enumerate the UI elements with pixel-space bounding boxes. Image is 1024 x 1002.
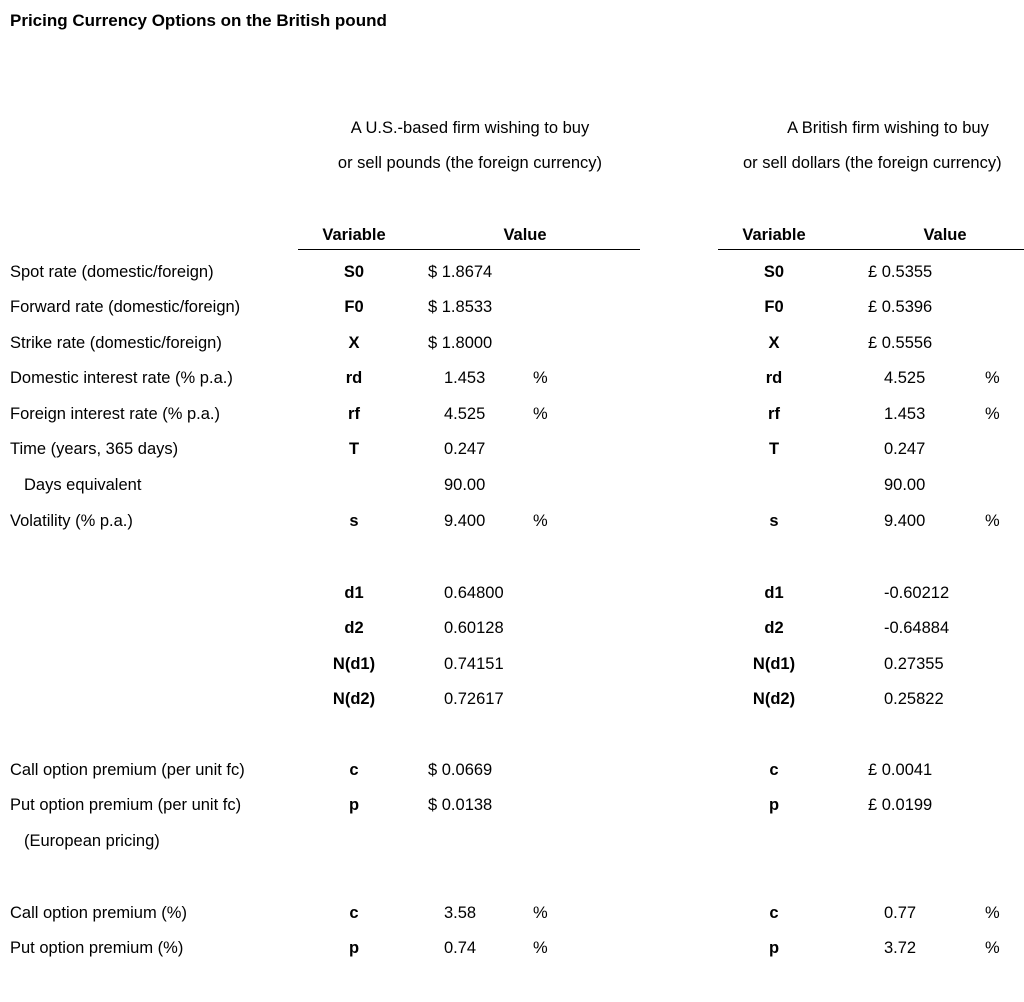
- uk-pct-call: %: [985, 904, 1000, 922]
- us-var-rf: rf: [348, 405, 360, 423]
- us-val-d2: 0.60128: [444, 619, 504, 637]
- us-var-nd2: N(d2): [332, 690, 376, 708]
- us-val-vol: 9.400: [444, 512, 486, 530]
- uk-var-f0: F0: [764, 298, 784, 316]
- label-call-pct: Call option premium (%): [10, 904, 187, 922]
- uk-val-time: 0.247: [884, 440, 926, 458]
- uk-var-d1: d1: [764, 584, 784, 602]
- uk-pct-put: %: [985, 939, 1000, 957]
- us-var-nd1: N(d1): [332, 655, 376, 673]
- us-var-c: c: [349, 761, 359, 779]
- us-var-x: X: [348, 334, 360, 352]
- us-var-c-pct: c: [349, 904, 359, 922]
- uk-val-nd1: 0.27355: [884, 655, 944, 673]
- label-vol: Volatility (% p.a.): [10, 512, 133, 530]
- label-forward: Forward rate (domestic/foreign): [10, 298, 241, 316]
- uk-var-t: T: [768, 440, 780, 458]
- uk-col-value: Value: [923, 226, 967, 244]
- us-pct-call: %: [533, 904, 548, 922]
- us-col-variable: Variable: [322, 226, 386, 244]
- us-var-f0: F0: [344, 298, 364, 316]
- uk-val-put-pct: 3.72: [884, 939, 917, 957]
- us-heading-line2: or sell pounds (the foreign currency): [337, 154, 603, 172]
- uk-val-call-pct: 0.77: [884, 904, 917, 922]
- uk-var-nd2: N(d2): [752, 690, 796, 708]
- us-val-time: 0.247: [444, 440, 486, 458]
- uk-val-nd2: 0.25822: [884, 690, 944, 708]
- label-put: Put option premium (per unit fc): [10, 796, 242, 814]
- uk-var-c: c: [769, 761, 779, 779]
- us-header-rule: [298, 249, 640, 250]
- us-val-call-pct: 3.58: [444, 904, 477, 922]
- uk-val-vol: 9.400: [884, 512, 926, 530]
- us-col-value: Value: [503, 226, 547, 244]
- label-spot: Spot rate (domestic/foreign): [10, 263, 214, 281]
- us-var-rd: rd: [345, 369, 363, 387]
- uk-val-days: 90.00: [884, 476, 926, 494]
- uk-var-s: s: [769, 512, 779, 530]
- us-val-put-pct: 0.74: [444, 939, 477, 957]
- label-rf: Foreign interest rate (% p.a.): [10, 405, 221, 423]
- uk-var-s0: S0: [763, 263, 785, 281]
- us-val-forward: $ 1.8533: [428, 298, 493, 316]
- us-var-d1: d1: [344, 584, 364, 602]
- page-title: Pricing Currency Options on the British pound: [10, 11, 387, 30]
- us-val-nd2: 0.72617: [444, 690, 504, 708]
- label-days: Days equivalent: [24, 476, 142, 494]
- us-var-s0: S0: [343, 263, 365, 281]
- uk-var-p: p: [768, 796, 780, 814]
- us-heading-line1: A U.S.-based firm wishing to buy: [350, 119, 590, 137]
- us-pct-rd: %: [533, 369, 548, 387]
- us-pct-put: %: [533, 939, 548, 957]
- us-var-p: p: [348, 796, 360, 814]
- us-val-strike: $ 1.8000: [428, 334, 493, 352]
- uk-val-rf: 1.453: [884, 405, 926, 423]
- label-european: (European pricing): [24, 832, 160, 850]
- uk-val-call: £ 0.0041: [868, 761, 933, 779]
- uk-val-spot: £ 0.5355: [868, 263, 933, 281]
- uk-heading-line2: or sell dollars (the foreign currency): [743, 154, 1002, 172]
- us-var-p-pct: p: [348, 939, 360, 957]
- uk-var-rd: rd: [765, 369, 783, 387]
- uk-var-c-pct: c: [769, 904, 779, 922]
- uk-var-p-pct: p: [768, 939, 780, 957]
- uk-pct-rd: %: [985, 369, 1000, 387]
- uk-val-rd: 4.525: [884, 369, 926, 387]
- us-val-spot: $ 1.8674: [428, 263, 493, 281]
- label-put-pct: Put option premium (%): [10, 939, 184, 957]
- uk-pct-rf: %: [985, 405, 1000, 423]
- us-val-d1: 0.64800: [444, 584, 504, 602]
- us-pct-vol: %: [533, 512, 548, 530]
- us-val-rd: 1.453: [444, 369, 486, 387]
- uk-var-x: X: [768, 334, 780, 352]
- uk-val-forward: £ 0.5396: [868, 298, 933, 316]
- uk-var-rf: rf: [768, 405, 780, 423]
- us-val-days: 90.00: [444, 476, 486, 494]
- label-time: Time (years, 365 days): [10, 440, 179, 458]
- us-var-t: T: [348, 440, 360, 458]
- uk-val-strike: £ 0.5556: [868, 334, 933, 352]
- label-strike: Strike rate (domestic/foreign): [10, 334, 222, 352]
- us-val-put: $ 0.0138: [428, 796, 493, 814]
- us-var-d2: d2: [344, 619, 364, 637]
- label-call: Call option premium (per unit fc): [10, 761, 245, 779]
- uk-header-rule: [718, 249, 1024, 250]
- uk-val-d2: -0.64884: [884, 619, 950, 637]
- label-rd: Domestic interest rate (% p.a.): [10, 369, 233, 387]
- uk-col-variable: Variable: [742, 226, 806, 244]
- uk-var-d2: d2: [764, 619, 784, 637]
- us-var-s: s: [349, 512, 359, 530]
- us-val-call: $ 0.0669: [428, 761, 493, 779]
- uk-var-nd1: N(d1): [752, 655, 796, 673]
- uk-val-put: £ 0.0199: [868, 796, 933, 814]
- us-pct-rf: %: [533, 405, 548, 423]
- us-val-nd1: 0.74151: [444, 655, 504, 673]
- us-val-rf: 4.525: [444, 405, 486, 423]
- uk-val-d1: -0.60212: [884, 584, 950, 602]
- uk-pct-vol: %: [985, 512, 1000, 530]
- uk-heading-line1: A British firm wishing to buy: [787, 119, 989, 137]
